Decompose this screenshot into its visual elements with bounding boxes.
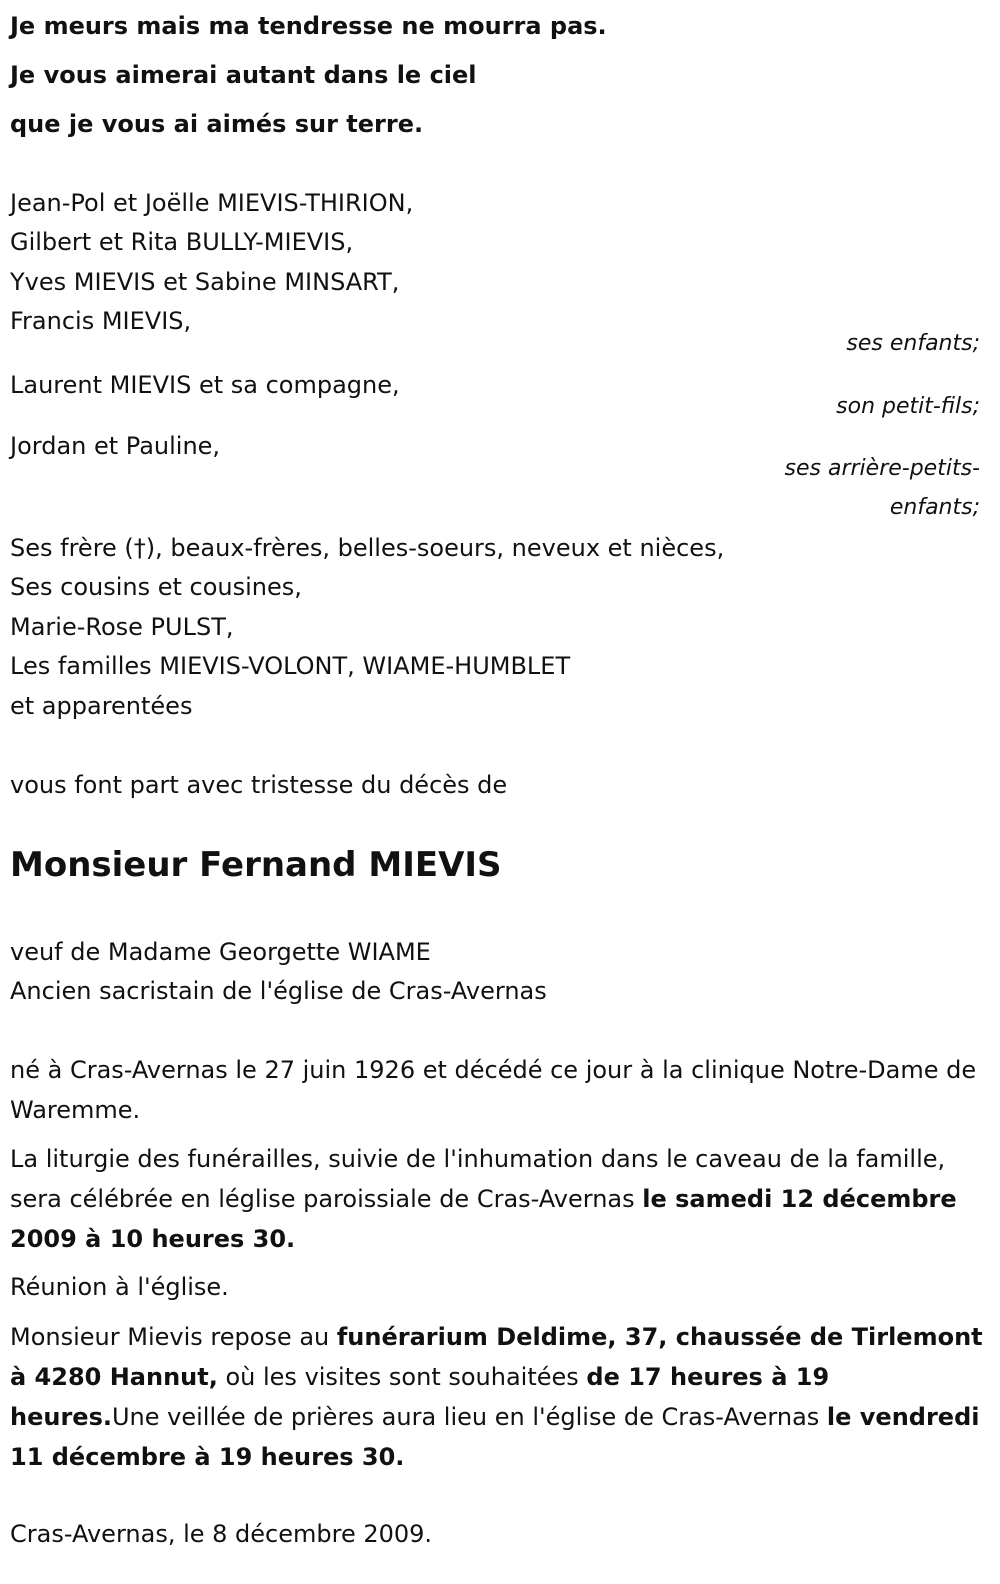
vigil-date: le vendredi 11 décembre à 19 heures 30. <box>10 1403 980 1471</box>
occupation-detail: Ancien sacristain de l'église de Cras-Avernas <box>10 977 547 1005</box>
widower-detail: veuf de Madame Georgette WIAME <box>10 938 431 966</box>
relatives-line-3: Marie-Rose PULST, <box>10 613 234 641</box>
funerarium-address: funérarium Deldime, 37, chaussée de Tirlemont à 4280 Hannut, <box>10 1323 983 1391</box>
child-1: Jean-Pol et Joëlle MIEVIS-THIRION, <box>10 189 414 217</box>
birth-death-paragraph: né à Cras-Avernas le 27 juin 1926 et décédé ce jour à la clinique Notre-Dame de Waremme. <box>10 1056 977 1124</box>
great-grandchildren-role-1: ses arrière-petits- <box>784 456 980 481</box>
vigil-text: Une veillée de prières aura lieu en l'église de Cras-Avernas <box>111 1403 827 1431</box>
child-2: Gilbert et Rita BULLY-MIEVIS, <box>10 228 354 256</box>
grandson: Laurent MIEVIS et sa compagne, <box>10 371 400 399</box>
reunion-note: Réunion à l'église. <box>10 1273 229 1301</box>
announcement: vous font part avec tristesse du décès de <box>10 771 508 799</box>
visiting-hours: de 17 heures à 19 heures. <box>10 1363 830 1431</box>
great-grandchildren-role-2: enfants; <box>889 495 980 520</box>
relatives-line-1: Ses frère (†), beaux-frères, belles-soeurs, neveux et nièces, <box>10 534 725 562</box>
poem-line-1: Je meurs mais ma tendresse ne mourra pas. <box>10 12 607 40</box>
great-grandchildren: Jordan et Pauline, <box>10 432 221 460</box>
poem-line-2: Je vous aimerai autant dans le ciel <box>10 61 477 89</box>
relatives-line-4: Les familles MIEVIS-VOLONT, WIAME-HUMBLET <box>10 652 571 680</box>
funerarium-text-2: où les visites sont souhaitées <box>217 1363 587 1391</box>
children-role: ses enfants; <box>846 331 980 356</box>
funerarium-text-1: Monsieur Mievis repose au <box>10 1323 337 1351</box>
place-date: Cras-Avernas, le 8 décembre 2009. <box>10 1520 433 1548</box>
funerarium-paragraph <box>10 1317 985 1477</box>
relatives-line-5: et apparentées <box>10 692 193 720</box>
liturgy-paragraph <box>10 1139 985 1259</box>
grandson-role: son petit-fils; <box>836 394 980 419</box>
poem-line-3: que je vous ai aimés sur terre. <box>10 110 424 138</box>
deceased-name: Monsieur Fernand MIEVIS <box>10 845 502 885</box>
child-4: Francis MIEVIS, <box>10 307 192 335</box>
liturgy-text: La liturgie des funérailles, suivie de l'inhumation dans le caveau de la famille, sera célébrée en léglise paroissiale de Cras-Avernas <box>10 1145 946 1213</box>
relatives-line-2: Ses cousins et cousines, <box>10 573 302 601</box>
liturgy-date: le samedi 12 décembre 2009 à 10 heures 30. <box>10 1185 957 1253</box>
child-3: Yves MIEVIS et Sabine MINSART, <box>10 268 400 296</box>
